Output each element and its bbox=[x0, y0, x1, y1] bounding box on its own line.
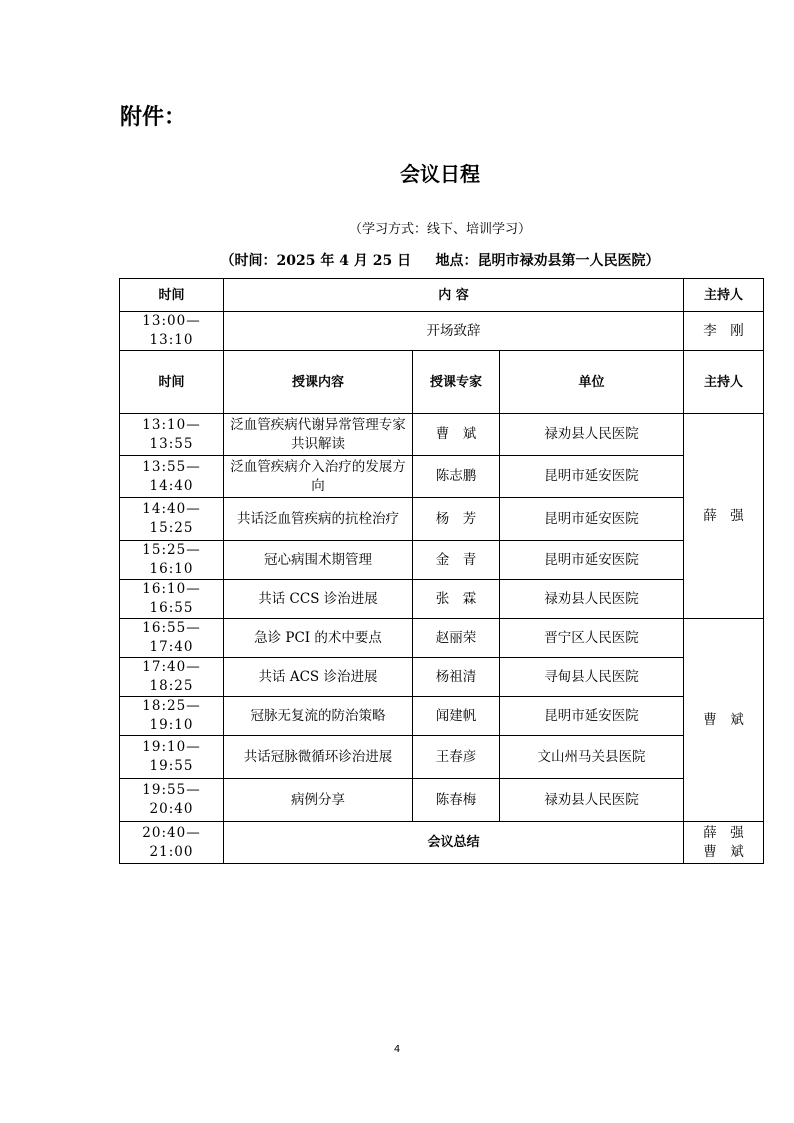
row-unit: 禄劝县人民医院 bbox=[500, 580, 684, 619]
opening-content: 开场致辞 bbox=[224, 312, 684, 351]
row-unit: 昆明市延安医院 bbox=[500, 498, 684, 541]
table-row bbox=[120, 779, 764, 822]
table-row bbox=[120, 498, 764, 541]
row-expert: 赵丽荣 bbox=[413, 619, 500, 658]
time-place: （时间：2025 年 4 月 25 日 地点：昆明市禄劝县第一人民医院） bbox=[220, 253, 660, 269]
subheader-host: 主持人 bbox=[684, 351, 764, 414]
row-time: 13:10—13:55 bbox=[120, 414, 224, 456]
closing-host bbox=[684, 822, 764, 864]
row-time: 13:55—14:40 bbox=[120, 456, 224, 498]
subheader-time: 时间 bbox=[120, 351, 224, 414]
row-time: 19:55—20:40 bbox=[120, 779, 224, 822]
row-unit: 禄劝县人民医院 bbox=[500, 779, 684, 822]
row-unit: 文山州马关县医院 bbox=[500, 736, 684, 779]
row-expert: 王春彦 bbox=[413, 736, 500, 779]
subheader-expert: 授课专家 bbox=[413, 351, 500, 414]
row-unit: 寻甸县人民医院 bbox=[500, 658, 684, 697]
row-topic: 急诊 PCI 的术中要点 bbox=[224, 619, 413, 658]
table-row bbox=[120, 541, 764, 580]
subheader-row bbox=[120, 351, 764, 414]
row-unit: 昆明市延安医院 bbox=[500, 697, 684, 736]
row-topic: 共话 CCS 诊治进展 bbox=[224, 580, 413, 619]
row-time: 16:10—16:55 bbox=[120, 580, 224, 619]
closing-time: 20:40—21:00 bbox=[120, 822, 224, 864]
schedule-table bbox=[119, 278, 764, 864]
row-unit: 禄劝县人民医院 bbox=[500, 414, 684, 456]
table-row bbox=[120, 414, 764, 456]
row-time: 16:55—17:40 bbox=[120, 619, 224, 658]
closing-content: 会议总结 bbox=[224, 822, 684, 864]
page-number: 4 bbox=[393, 1044, 401, 1055]
row-expert: 张 霖 bbox=[413, 580, 500, 619]
row-topic: 共话泛血管疾病的抗栓治疗 bbox=[224, 498, 413, 541]
row-topic: 冠脉无复流的防治策略 bbox=[224, 697, 413, 736]
study-mode: （学习方式：线下、培训学习） bbox=[348, 222, 531, 237]
row-time: 14:40—15:25 bbox=[120, 498, 224, 541]
subheader-topic: 授课内容 bbox=[224, 351, 413, 414]
header-row bbox=[120, 279, 764, 312]
row-expert: 曹 斌 bbox=[413, 414, 500, 456]
row-time: 18:25—19:10 bbox=[120, 697, 224, 736]
row-topic: 冠心病围术期管理 bbox=[224, 541, 413, 580]
table-row bbox=[120, 658, 764, 697]
closing-host-2: 曹 斌 bbox=[703, 843, 744, 860]
closing-row bbox=[120, 822, 764, 864]
opening-time: 13:00—13:10 bbox=[120, 312, 224, 351]
table-row bbox=[120, 456, 764, 498]
opening-host: 李 刚 bbox=[684, 312, 764, 351]
row-expert: 陈春梅 bbox=[413, 779, 500, 822]
row-topic: 共话 ACS 诊治进展 bbox=[224, 658, 413, 697]
row-topic: 病例分享 bbox=[224, 779, 413, 822]
table-row bbox=[120, 697, 764, 736]
row-topic: 泛血管疾病介入治疗的发展方向 bbox=[224, 456, 413, 498]
row-time: 15:25—16:10 bbox=[120, 541, 224, 580]
host-group-2: 曹 斌 bbox=[684, 619, 764, 822]
table-row bbox=[120, 580, 764, 619]
row-expert: 杨 芳 bbox=[413, 498, 500, 541]
header-content: 内 容 bbox=[224, 279, 684, 312]
subheader-unit: 单位 bbox=[500, 351, 684, 414]
row-unit: 晋宁区人民医院 bbox=[500, 619, 684, 658]
host-group-1: 薛 强 bbox=[684, 414, 764, 619]
row-unit: 昆明市延安医院 bbox=[500, 456, 684, 498]
row-expert: 陈志鹏 bbox=[413, 456, 500, 498]
row-unit: 昆明市延安医院 bbox=[500, 541, 684, 580]
table-row bbox=[120, 736, 764, 779]
page-title: 会议日程 bbox=[400, 162, 480, 186]
row-expert: 闻建帆 bbox=[413, 697, 500, 736]
row-topic: 泛血管疾病代谢异常管理专家共识解读 bbox=[224, 414, 413, 456]
header-host: 主持人 bbox=[684, 279, 764, 312]
row-expert: 金 青 bbox=[413, 541, 500, 580]
row-time: 17:40—18:25 bbox=[120, 658, 224, 697]
row-time: 19:10—19:55 bbox=[120, 736, 224, 779]
header-time: 时间 bbox=[120, 279, 224, 312]
closing-host-1: 薛 强 bbox=[703, 824, 744, 841]
opening-row bbox=[120, 312, 764, 351]
table-row bbox=[120, 619, 764, 658]
attachment-label: 附件： bbox=[120, 105, 187, 130]
row-expert: 杨祖清 bbox=[413, 658, 500, 697]
row-topic: 共话冠脉微循环诊治进展 bbox=[224, 736, 413, 779]
